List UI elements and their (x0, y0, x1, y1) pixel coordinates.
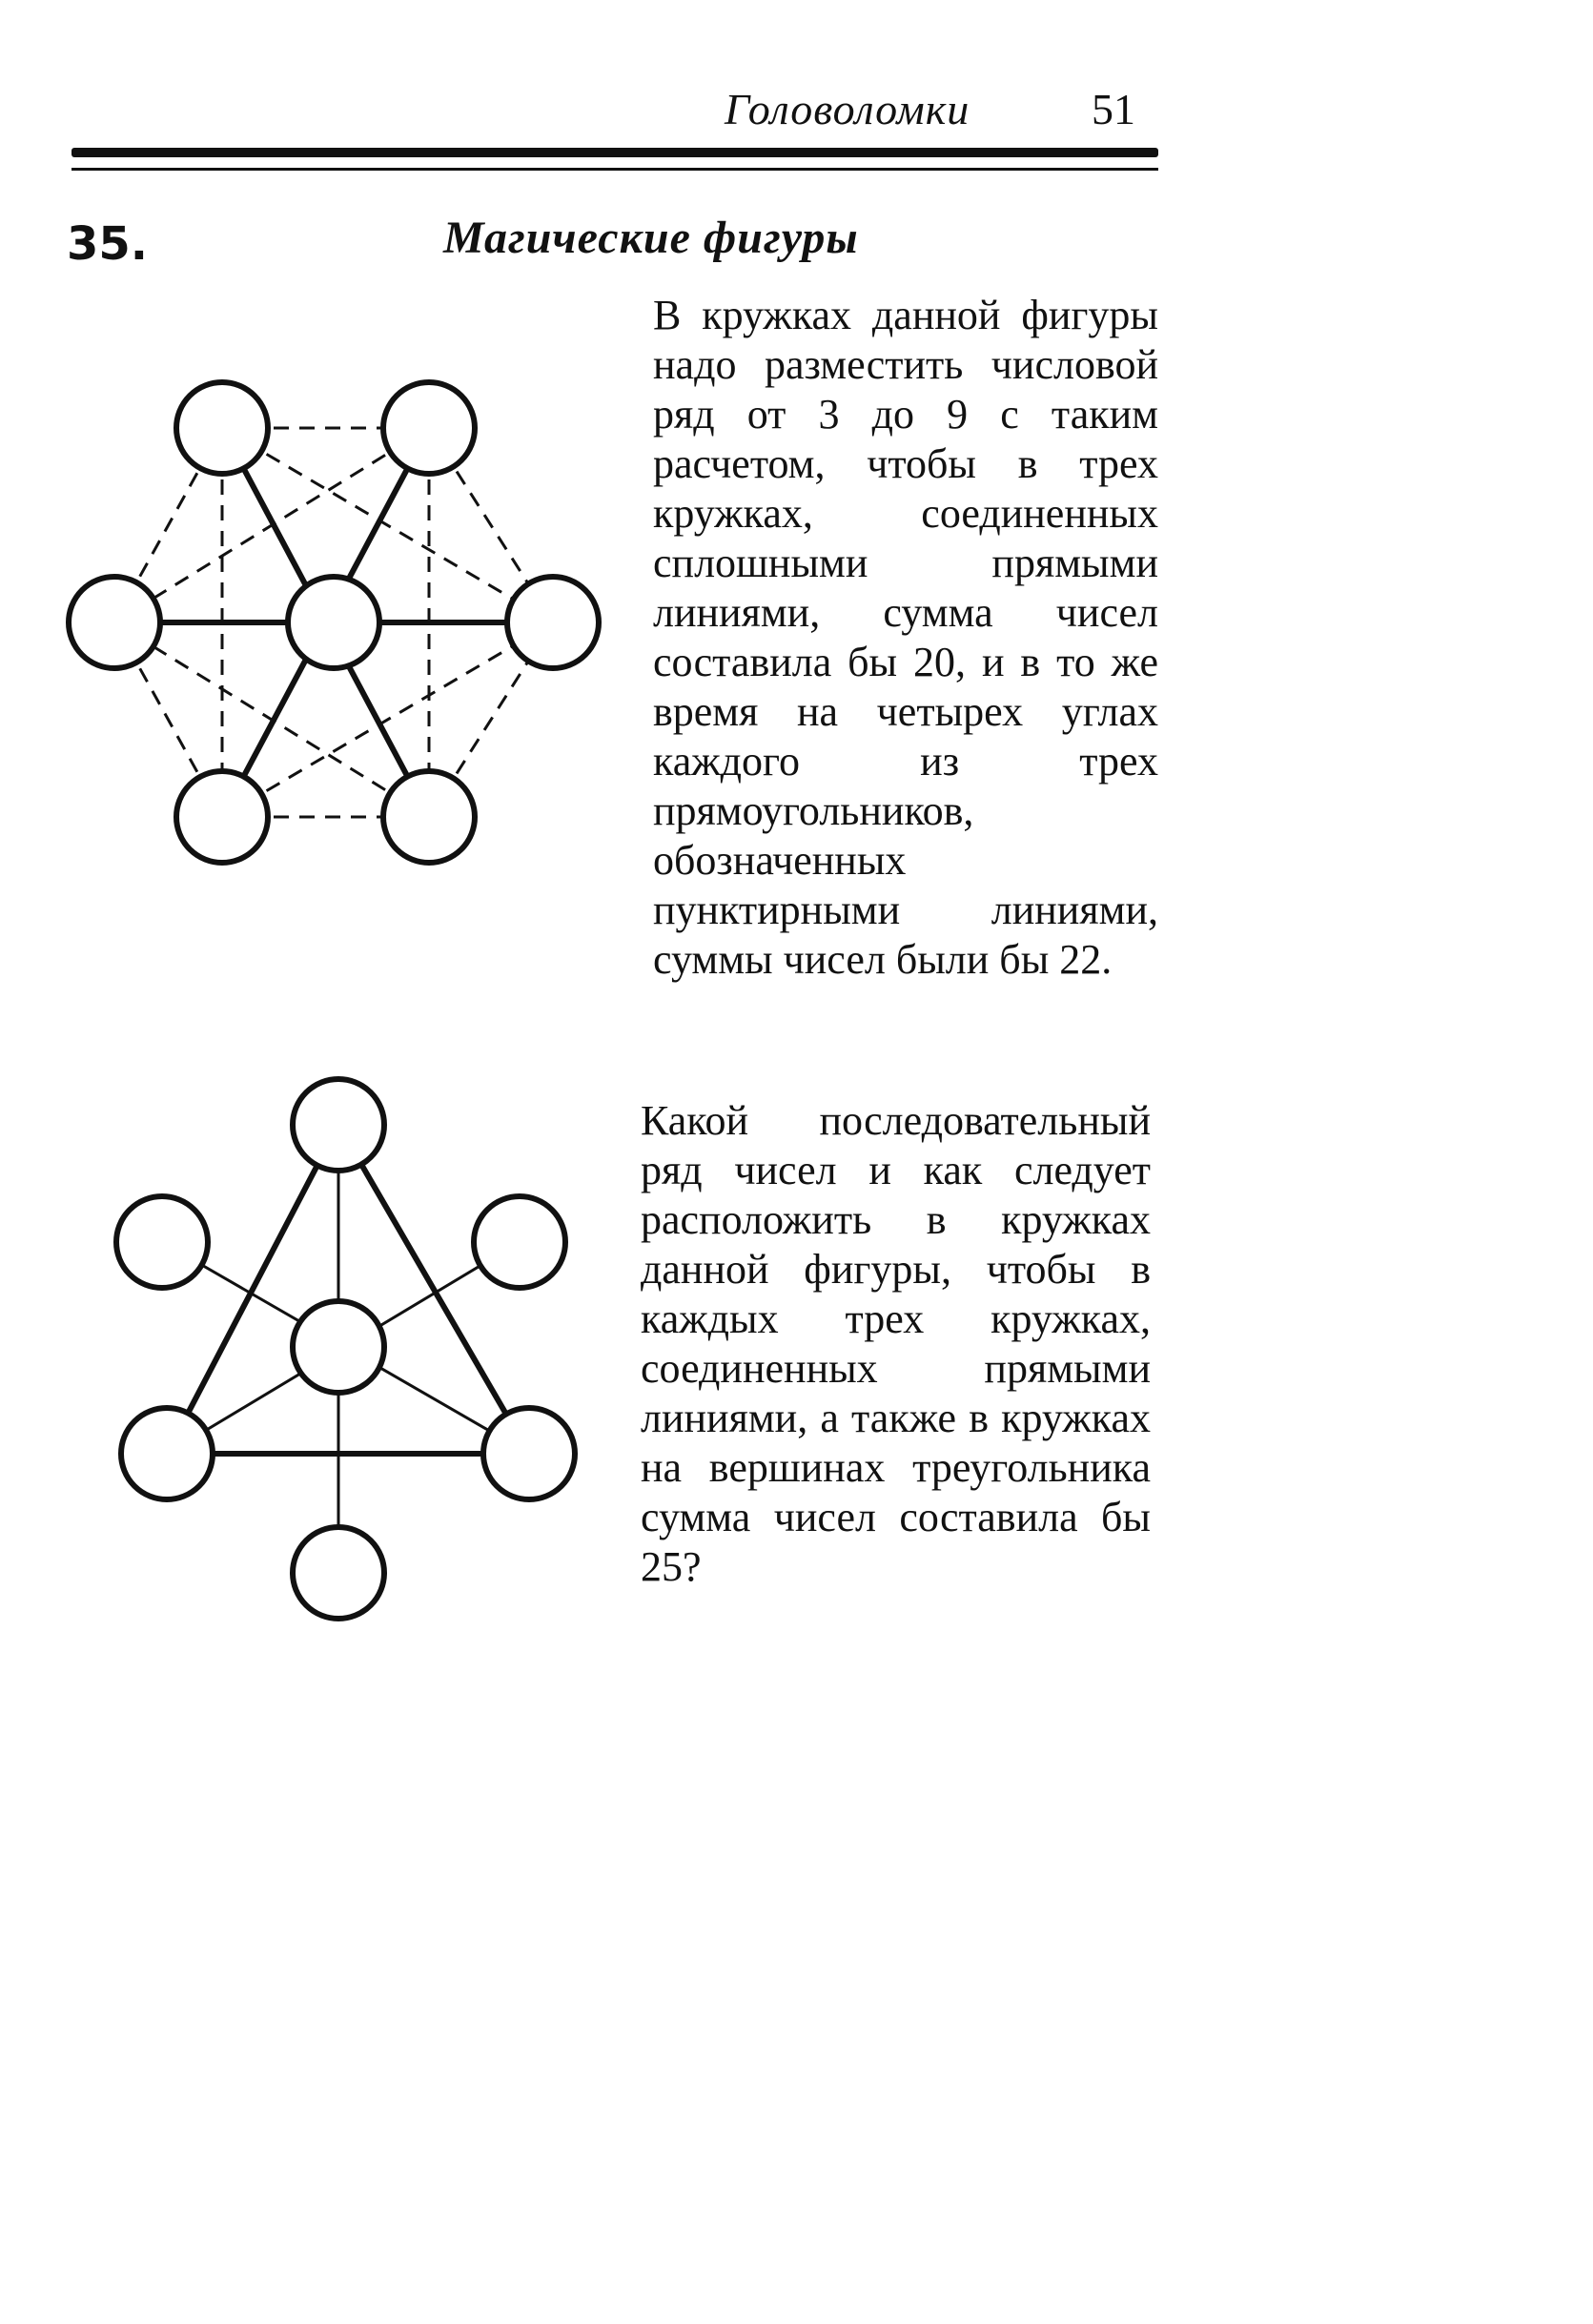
page-number: 51 (1092, 85, 1135, 133)
circle-node (69, 577, 160, 668)
triangle-circles-figure (95, 1072, 591, 1625)
puzzle-number: 35. (67, 217, 149, 271)
circle-node (176, 382, 268, 474)
circle-node (483, 1408, 575, 1499)
puzzle-text-2: Какой последовательный ряд чисел и как следует расположить в кружках данной фигуры, чтобы в каждых трех кружках, соединенных прямыми линиями, а также в кружках на вершинах треугольника сумма чисел составила бы 25? (641, 1097, 1151, 1590)
circle-node (383, 382, 475, 474)
circle-node (507, 577, 599, 668)
puzzle-title: Магические фигуры (443, 213, 859, 263)
hexagon-circles-figure (57, 367, 629, 882)
circle-node (176, 771, 268, 863)
circle-node (293, 1301, 384, 1393)
circle-node (474, 1196, 565, 1288)
header-rule-thick (71, 148, 1158, 157)
circle-node (121, 1408, 213, 1499)
circle-node (293, 1527, 384, 1619)
circle-node (293, 1079, 384, 1171)
header-rule-thin (71, 168, 1158, 171)
circle-node (383, 771, 475, 863)
triangle-lines (167, 1125, 529, 1454)
puzzle-text-1: В кружках данной фигуры надо разместить числовой ряд от 3 до 9 с таким расчетом, чтобы в трех кружках, соединенных сплошными прямыми линиями, сумма чисел составила бы 20, и в то же время на четырех углах каждого из трех прямоугольников, обозначенных пунктирными линиями, суммы чисел были бы 22. (653, 292, 1158, 983)
circle-node (116, 1196, 208, 1288)
section-title: Головоломки (725, 85, 970, 133)
circle-node (288, 577, 379, 668)
